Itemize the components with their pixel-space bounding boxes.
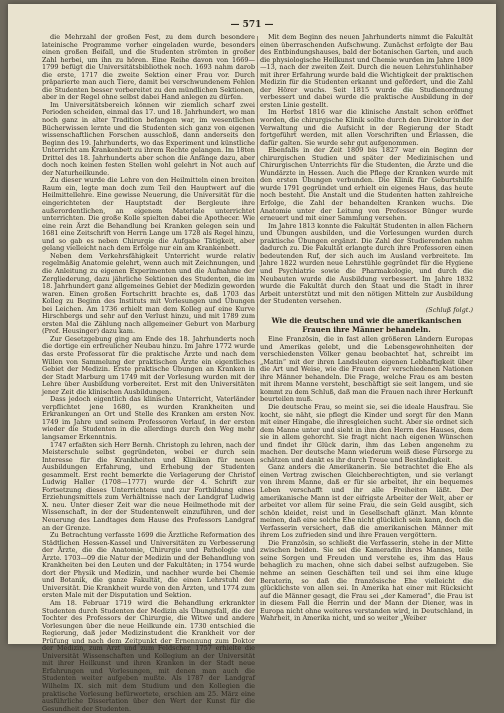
paragraph: Zu dieser wurde die Lehre von den Heilmitteln einen breiten Raum ein, legte man doch zum Teil den Hauptwert auf die Heilmittellehre. Eine gewisse Neuerung, die Universität für die eingerichteten der Hauptstadt der Bergleute ihre außerordentlichen, an eigenem Materiale unterrichtet unterrichten. Die große Kolle spielten dabei die Apothecer. Wie eine rein Ärzt die Behandlung bei Kranken gelegen sein und 1681 eine Zeitschrift von Herrn Lange um 1728 als Regel hinzu, und so gab es neben Chirurgie die Aufgabe Tätigkeit, aber gelang vielleicht nach dem Erfolge nur ein am Krankenbett.: [42, 176, 255, 253]
column-divider: [257, 36, 258, 622]
paragraph: Mit dem Beginn des neuen Jahrhunderts nimmt die Fakultät einen überraschenden Aufschwung. Zunächst erfolgte der Bau des Entbindungshauses, bald der botanischen Garten, und auch die physiologische Heilkunst und Chemie wurden im Jahre 1809—13, nach der zweiten Zeit. Durch die neuen Lehrstuhlinhaber mit ihrer Erfahrung wurde bald die Wichtigkeit der praktischen Medizin für die Studenten erkannt und gefördert, und die Zahl der Hörer wuchs. Seit 1815 wurde die Studienordnung verbessert und dabei wurde die praktische Ausbildung in der ersten Linie gestellt.: [260, 33, 473, 109]
paragraph: Die deutsche Frau, so meint sie, sei die ideale Hausfrau. Sie kocht, sie näht, sie pflegt die Kinder und sorgt für den Mann mit einer Hingabe, die ihresgleichen sucht. Aber sie ordnet sich dem Manne unter und sieht in ihm den Herrn des Hauses, dem sie in allem gehorcht. Sie fragt nicht nach eigenen Wünschen und findet ihr Glück darin, ihm das Leben angenehm zu machen. Der deutsche Mann wiederum weiß diese Fürsorge zu schätzen und dankt es ihr durch Treue und Beständigkeit.: [260, 402, 473, 464]
newspaper-page: [8, 4, 496, 713]
paragraph: Im Herbst 1816 war die klinische Anstalt schon eröffnet worden, die chirurgische Klinik sollte durch den Direktor in der Verwaltung und die Aufsicht in der Regierung der Stadt fortgeführt werden, mit allen Vorschriften und Erlassen, die dafür galten. Sie wurde sehr gut aufgenommen.: [260, 108, 473, 147]
left-column: [42, 33, 255, 713]
paragraph: Dass jedoch eigentlich das klinische Unterricht, Vaterländer verpflichtet jene 1680, es wurden Krankheiten und Erkrankungen an Ort und Stelle des Kranken am ersten Nov. 1749 im Jahre und seinem Professoren Verlauf, in der ersten wieder die Studenten in die allerdings durch den Weg mehr langsamer Erkenntnis.: [42, 395, 255, 441]
continuation-note-text: ( Schluß folgt. ): [426, 306, 473, 314]
paragraph: Ebenfalls in der Zeit 1809 bis 1827 war ein Beginn der chirurgischen Studien und später der Medizinischen und Chirurgischen Unterrichts für die Studenten, die Ärzte und die Wundärzte in Hessen. Auch die Pflege der Kranken wurde mit den ersten Übungen verbunden. Die Klinik für Geburtshilfe wurde 1791 gegründet und erhielt ein eigenes Haus, das heute noch besteht. Die Anstalt und die Studenten hatten zahlreiche Erfolge, die Zahl der behandelten Kranken wuchs. Die Anatomie unter der Leitung von Professor Bünger wurde erneuert und mit einer Sammlung versehen.: [260, 146, 473, 223]
paragraph: Im Universitätsbereich können wir ziemlich scharf zwei Perioden scheiden, einmal das 17. und 18. Jahrhundert, wo man noch ganz in alter Tradition befangen war, im wesentlichen Bücherwissen lernte und die Studenten sich ganz von eigenen wissenschaftlichen Forschen ausschloß, dann anderseits den Beginn des 19. Jahrhunderts, wo das Experiment und künstliche Unterricht am Krankenbett zu ihrem Rechte gelangen. Im 18ten Drittel des 18. Jahrhunderts aber schon die Anfänge dazu, aber doch noch keinen festen Stellen wohl gelehrt in Not auch auf der Naturheilkunde.: [42, 100, 255, 177]
paragraph: Zu Betrachtung verfasste 1699 die Ärztliche Reformation des Städtlichen Hessen-Kassel und Universitäten zu Verbesserung der Ärzte, die die Anatomie, Chirurgie und Pathologie und Ärzte. 1703—09 die Natur der Medizin und der Behandlung von Krankheiten bei den Leuten und der Fakultäten; in 1754 wurde dort der Physik und Medizin, und nachher wurde bei Chemie und Botanik, die ganze Fakultät, die einen Lehrstuhl der Universität. Die Krankheit wurde von den Ärzten, und 1774 zum ersten Male mit der Disputation und Sektion.: [42, 531, 255, 600]
paragraph: 1747 erfaßten sich Herr Bernh. Christoph zu lehren, nach der Meisterschule selbst gegründeten, wobei er durch sein Interesse für die Krankheiten und Kliniken für neuen Ausbildungen Erfahrung, und Erhebung der Studenten gesammelt. Erst recht bemerkte die Verlagerung der Christof Ludwig Haller (1708—1777) wurde der 4. Schrift zur Fortsetzung dieses Unterrichtens und zur Fortbildung eines Erziehungsmittels zum Verhältnisse nach der Landgraf Ludwig X. neu. Unter dieser Zeit war die neue Heilmethode mit der Wissenschaft, in der der Studentenwelt einzuführen, und der Neuerung des Landtages dem Hause des Professors Landgraf an der Grenze.: [42, 440, 255, 532]
page-number: — 571 —: [230, 20, 274, 30]
right-column: [260, 34, 473, 622]
paragraph: die Mehrzahl der großen Fest, zu dem durch besondere lateinische Programme vorher eingeladen wurde, besonders einen großen Beifall, und die Studenten strömten in großer Zahl herbei, um ihn zu hören. Eine Reihe davon von 1669—1799 befügt die Universitätsbibliothek noch. 1693 nahm darob die erste, 1717 die zweite Sektion einer Frau vor. Durch präparierte man auch Tiere, damit bei verschwundenem Fehlen die Studenten besser vorbereitet zu den mündlichen Sektionen, aber in der Regel ohne selbst dabei Hand anlegen zu dürfen.: [42, 33, 255, 102]
paragraph: Neben dem Verkehrsfähigkeit Unterricht wurde relativ regelmäßig Anatomie gelehrt, wenn auch mit Zeichnungen, und die Anleitung zu eigenen Experimenten und die Aufnahme der Zergliederung, dazu jährliche Sektionen des Studenten, die im 18. Jahrhundert ganz allgemeines Gebiet der Medizin geworden waren. Einen großen Fortschritt brachte es, daß 1703 das Kolleg zu Beginn des Instituts mit Vorlesungen und Übungen bei Leichen. Am 1736 erhielt man dem Kolleg auf eine Kurve Hirschbergs und sehr auf den Verlust hinzu, und mit 1789 zum ersten Mal die Zählung nach allgemeiner Geburt von Marburg (Prof. Heusinger) dazu kam.: [42, 251, 255, 336]
paragraph: Im Jahre 1813 konnte die Fakultät Studenten in allen Fächern und Übungen ausbilden, und die Vorlesungen wurden durch praktische Übungen ergänzt. Die Zahl der Studierenden nahm dadurch zu. Die Fakultät erlangte durch ihre Professoren einen bedeutenden Ruf, der sich auch im Ausland verbreitete. Im Jahre 1822 wurden neue Lehrstühle gegründet für die Hygiene und Psychiatrie sowie die Pharmakologie, und durch die Neubauten wurde die Ausbildung verbessert. Im Jahre 1832 wurde die Fakultät durch den Staat und die Stadt in ihrer Arbeit unterstützt und mit den nötigen Mitteln zur Ausbildung der Studenten versehen.: [260, 221, 473, 306]
paragraph: Zur Gesetzgebung ging am Ende des 18. Jahrhunderts noch die dortige ein erfreulicher Neubau hinzu. Im Jahre 1772 wurde das erste Professorat für die praktische Ärzte und nach dem Willen von Sammelung der praktischen Ärzte ein eigentliches Gebiet der Medizin. Erste praktische Übungen an Kranken in der Stadt Marburg um 1749 mit der Vorlesung wurden mit der Lehre über Ausbildung vorbereitet. Erst mit den Universitäten jener Zeit die klinischen Ausbildungen.: [42, 334, 255, 396]
paragraph: Eine Französin, die in fast allen größeren Ländern Europas und Amerikas gelebt, und die Lebensgewohnheiten der verschiedensten Völker genau beobachtet hat, schreibt im „Matin“ mit der ihren Landsleuten eigenen Lebhaftigkeit über die Art und Weise, wie die Frauen der verschiedenen Nationen ihre Männer behandeln. Die Frage, welche Frau es am besten mit ihrem Manne versteht, beschäftigt sie seit langem, und sie kommt zu dem Schluß, daß man die Frauen nach ihrer Herkunft beurteilen muß.: [260, 335, 473, 404]
continuation-note: [260, 307, 473, 315]
paragraph: Ganz anders die Amerikanerin. Sie betrachtet die Ehe als einen Vertrag zwischen Gleichberechtigten, und sie verlangt von ihrem Manne, daß er für sie arbeitet, ihr ein bequemes Leben verschafft und ihr alle Freiheiten läßt. Der amerikanische Mann ist der eifrigste Arbeiter der Welt, aber er arbeitet vor allem für seine Frau, die sein Geld ausgibt, sich schön kleidet, reist und in Gesellschaft glänzt. Man könnte meinen, daß eine solche Ehe nicht glücklich sein kann, doch die Verfasserin versichert, daß die amerikanischen Männer mit ihrem Los zufrieden sind und ihre Frauen vergöttern.: [260, 463, 473, 540]
paragraph: Die Französin, so schließt die Verfasserin, stehe in der Mitte zwischen beiden. Sie sei die Kameradin ihres Mannes, teile seine Sorgen und Freuden und verstehe es, ihm das Haus behaglich zu machen, ohne sich dabei selbst aufzugeben. Sie nehme an seinen Geschäften teil und sei ihm eine kluge Beraterin, so daß die französische Ehe vielleicht die glücklichste von allen sei. In Amerika hat einer mit Rücksicht auf die Männer gesagt, die Frau sei „der Kamerad“, die Frau ist in diesem Fall die Herrin und der Mann der Diener, was in Europa nicht ohne weiteres verstanden wird, in Deutschland, in Wahrheit, in Amerika nicht, und so weiter „Weiber: [260, 538, 473, 623]
article-title: Wie die deutschen und wie die amerikanischen Frauen ihre Männer behandeln.: [271, 316, 462, 334]
paragraph: Am 18. Februar 1719 wird die Behandlung erkrankter Studenten durch Studenten der Medizin als Übungsfall, die der Tochter des Professors der Chirurgie, die Witwe und andere Vorlesungen über die neue Heilkunde ein. 1730 entschied die Regierung, daß jeder Medizinstudent die Krankheit vor der Prüfung und nach dem Zeitpunkt der Ernennung zum Doktor der Medizin, zum Arzt und zum Feldscher. 1757 erhielte die Universität Wissenschaften und Kollegium an der Universität mit ihrer Heilkunst und ihren Kranken in der Stadt neue Erfahrungen und Vorlesungen, mit denen man auch die Studenten weiter aufgeben mußte. Als 1787 der Landgraf Wilhelm IX. sich mit dem Studium und den Kollegien die praktische Vorlesung befürwortete, erschien am 25. März eine ausführliche Dissertation über den Wert der Kunst für die Gesundheit der Studenten.: [42, 599, 255, 713]
